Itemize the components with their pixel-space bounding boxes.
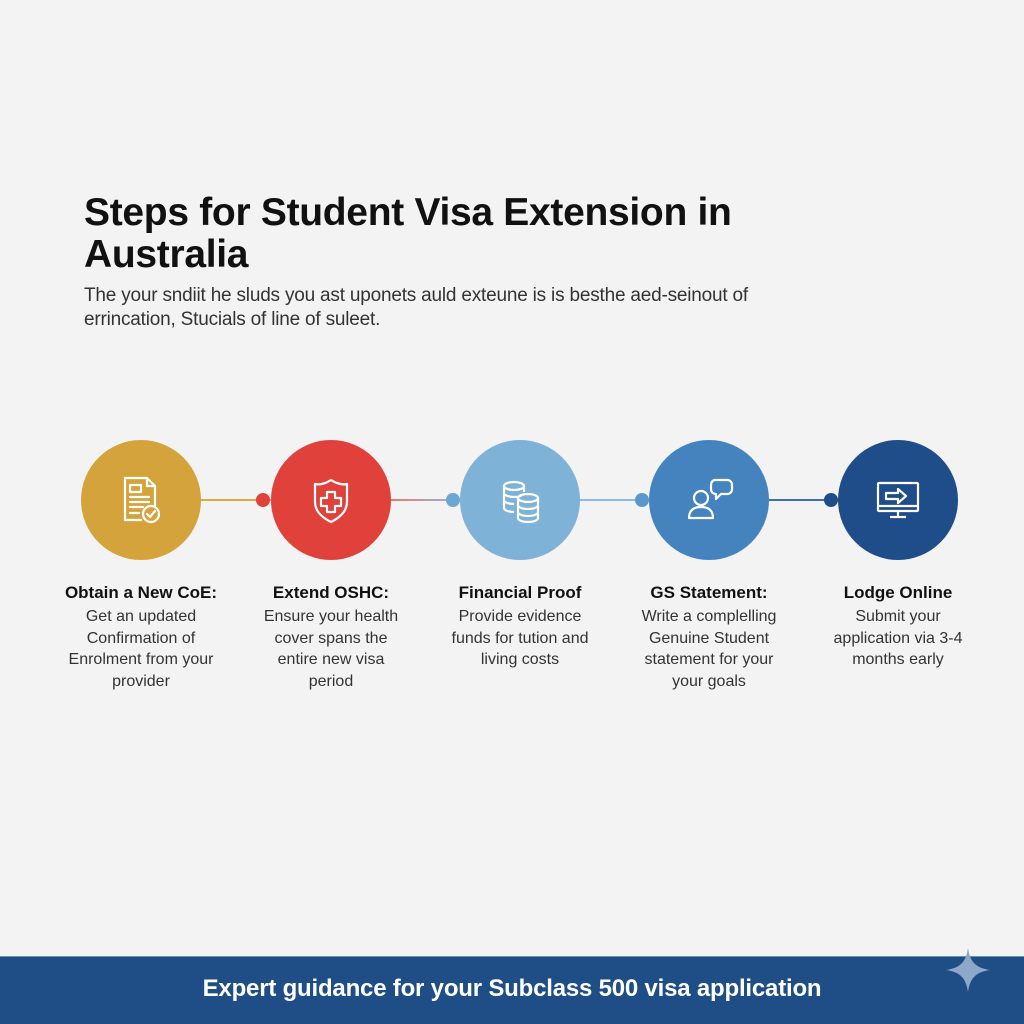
step-5-text xyxy=(803,582,993,671)
step-2-heading: Extend OSHC: xyxy=(272,583,390,602)
person-speech-icon xyxy=(679,470,739,530)
steps-timeline xyxy=(0,440,1024,560)
step-2-circle xyxy=(271,440,391,560)
step-2-description: Ensure your health cover spans the entire new visa period xyxy=(263,608,399,690)
document-check-icon xyxy=(111,470,171,530)
page-subtitle: The your sndiit he sluds you ast uponets auld exteune is is besthe aed-seinout of errincation, Stucials of line of suleet. xyxy=(84,285,749,330)
step-1-heading: Obtain a New CoE: xyxy=(64,583,218,602)
step-4-description: Write a complelling Genuine Student statement for your your goals xyxy=(641,608,777,690)
step-5-description: Submit your application via 3-4 months early xyxy=(833,608,963,668)
step-3-description: Provide evidence funds for tution and living costs xyxy=(451,608,589,668)
footer-banner xyxy=(0,956,1024,1024)
step-1-circle xyxy=(81,440,201,560)
step-4-text xyxy=(614,582,804,692)
step-1-description: Get an updated Confirmation of Enrolment from your provider xyxy=(68,608,214,690)
connector-dot-2 xyxy=(446,493,460,507)
footer-text: Expert guidance for your Subclass 500 visa application xyxy=(202,974,822,1002)
connector-dot-1 xyxy=(256,493,270,507)
monitor-arrow-icon xyxy=(868,470,928,530)
coins-stack-icon xyxy=(490,470,550,530)
step-3-text xyxy=(425,582,615,671)
step-4-circle xyxy=(649,440,769,560)
step-1-text xyxy=(46,582,236,692)
step-3-heading: Financial Proof xyxy=(458,583,582,602)
step-4-heading: GS Statement: xyxy=(650,583,768,602)
shield-cross-icon xyxy=(301,470,361,530)
connector-dot-4 xyxy=(824,493,838,507)
step-2-text xyxy=(236,582,426,692)
page-title: Steps for Student Visa Extension in Australia xyxy=(84,191,732,276)
sparkle-icon xyxy=(944,946,992,994)
step-5-heading: Lodge Online xyxy=(843,583,953,602)
step-5-circle xyxy=(838,440,958,560)
step-3-circle xyxy=(460,440,580,560)
connector-dot-3 xyxy=(635,493,649,507)
